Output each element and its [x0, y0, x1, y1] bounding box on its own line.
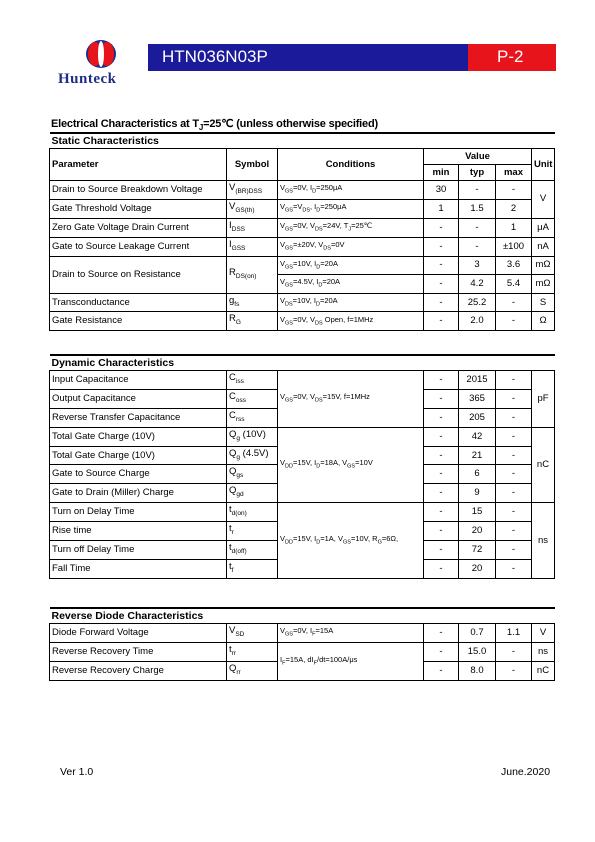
max-cell: 5.4 — [496, 275, 532, 294]
param-cell: Gate Threshold Voltage — [50, 199, 227, 218]
max-cell: - — [496, 312, 532, 331]
table-row — [50, 218, 555, 237]
symbol-cell: $C_{rss}$ — [227, 408, 278, 427]
max-cell: - — [496, 522, 532, 541]
condition-cell: $V_{GS}=0V$, $V_{DS}$ Open, f=1MHz — [278, 312, 424, 331]
param-cell: Reverse Recovery Time — [50, 642, 227, 661]
symbol-cell: $I_{GSS}$ — [227, 237, 278, 256]
col-max: max — [496, 165, 532, 181]
typ-cell: 2015 — [459, 371, 496, 390]
max-cell: - — [496, 389, 532, 408]
typ-cell: 365 — [459, 389, 496, 408]
min-cell: - — [424, 503, 459, 522]
typ-cell: - — [459, 237, 496, 256]
max-cell: 3.6 — [496, 256, 532, 275]
symbol-cell: $Q_{gs}$ — [227, 465, 278, 484]
symbol-cell: $t_{d(on)}$ — [227, 503, 278, 522]
version-label: Ver 1.0 — [60, 766, 94, 778]
param-cell: Fall Time — [50, 559, 227, 578]
param-cell: Diode Forward Voltage — [50, 624, 227, 643]
unit-cell: V — [532, 181, 555, 219]
typ-cell: - — [459, 181, 496, 200]
max-cell: - — [496, 371, 532, 390]
min-cell: - — [424, 559, 459, 578]
symbol-cell: $t_f$ — [227, 559, 278, 578]
symbol-cell: $Q_{rr}$ — [227, 661, 278, 680]
param-cell: Total Gate Charge (10V) — [50, 446, 227, 465]
min-cell: - — [424, 522, 459, 541]
max-cell: - — [496, 503, 532, 522]
min-cell: - — [424, 642, 459, 661]
symbol-cell: $I_{DSS}$ — [227, 218, 278, 237]
typ-cell: 21 — [459, 446, 496, 465]
condition-cell: $V_{GS}=\pm 20V$, $V_{DS}=0V$ — [278, 237, 424, 256]
symbol-cell: $t_{d(off)}$ — [227, 541, 278, 560]
min-cell: - — [424, 427, 459, 446]
min-cell: - — [424, 312, 459, 331]
table-row — [50, 199, 555, 218]
symbol-cell: $Q_{gd}$ — [227, 484, 278, 503]
table-row — [50, 181, 555, 200]
max-cell: ±100 — [496, 237, 532, 256]
param-cell: Reverse Recovery Charge — [50, 661, 227, 680]
condition-cell: $V_{DS}=10V$, $I_D=20A$ — [278, 293, 424, 312]
unit-cell: nA — [532, 237, 555, 256]
typ-cell: 20 — [459, 522, 496, 541]
param-cell: Gate to Source Charge — [50, 465, 227, 484]
condition-cell: $V_{GS}=0V$, $I_D=250\mu A$ — [278, 181, 424, 200]
max-cell: - — [496, 293, 532, 312]
typ-cell: 42 — [459, 427, 496, 446]
min-cell: - — [424, 256, 459, 275]
typ-cell: 205 — [459, 408, 496, 427]
max-cell: - — [496, 541, 532, 560]
typ-cell: 25.2 — [459, 293, 496, 312]
param-cell: Reverse Transfer Capacitance — [50, 408, 227, 427]
table-row — [50, 256, 555, 275]
condition-cell: $V_{GS}=V_{DS}$, $I_D=250\mu A$ — [278, 199, 424, 218]
table-row — [50, 237, 555, 256]
col-conditions: Conditions — [278, 149, 424, 181]
symbol-cell: $R_G$ — [227, 312, 278, 331]
typ-cell: 72 — [459, 541, 496, 560]
symbol-cell: $C_{iss}$ — [227, 371, 278, 390]
param-cell: Zero Gate Voltage Drain Current — [50, 218, 227, 237]
col-symbol: Symbol — [227, 149, 278, 181]
min-cell: - — [424, 389, 459, 408]
unit-cell: μA — [532, 218, 555, 237]
unit-cell: Ω — [532, 312, 555, 331]
condition-cell: $V_{DD}=15V$, $I_D=18A$, $V_{GS}=10V$ — [278, 427, 424, 503]
param-cell: Output Capacitance — [50, 389, 227, 408]
unit-cell: ns — [532, 503, 555, 579]
max-cell: - — [496, 181, 532, 200]
condition-cell: $V_{GS}=10V$, $I_D=20A$ — [278, 256, 424, 275]
typ-cell: 8.0 — [459, 661, 496, 680]
condition-cell: $V_{GS}=0V$, $I_F=15A$ — [278, 624, 424, 643]
col-typ: typ — [459, 165, 496, 181]
min-cell: - — [424, 661, 459, 680]
symbol-cell: $V_{GS(th)}$ — [227, 199, 278, 218]
table-row — [50, 427, 555, 446]
date-label: June.2020 — [501, 766, 551, 778]
dynamic-title: Dynamic Characteristics — [50, 355, 555, 371]
unit-cell: V — [532, 624, 555, 643]
typ-cell: 1.5 — [459, 199, 496, 218]
max-cell: - — [496, 427, 532, 446]
param-cell: Gate Resistance — [50, 312, 227, 331]
min-cell: - — [424, 541, 459, 560]
max-cell: 2 — [496, 199, 532, 218]
typ-cell: 6 — [459, 465, 496, 484]
max-cell: 1.1 — [496, 624, 532, 643]
param-cell: Gate to Source Leakage Current — [50, 237, 227, 256]
symbol-cell: $t_r$ — [227, 522, 278, 541]
page-number: P-2 — [497, 47, 524, 66]
unit-cell: mΩ — [532, 275, 555, 294]
max-cell: - — [496, 484, 532, 503]
symbol-cell: $Q_g$ (4.5V) — [227, 446, 278, 465]
symbol-cell: $R_{DS(on)}$ — [227, 256, 278, 293]
col-value: Value — [424, 149, 532, 165]
param-cell: Transconductance — [50, 293, 227, 312]
param-cell: Turn on Delay Time — [50, 503, 227, 522]
unit-cell: nC — [532, 661, 555, 680]
col-min: min — [424, 165, 459, 181]
param-cell: Total Gate Charge (10V) — [50, 427, 227, 446]
col-unit: Unit — [532, 149, 555, 181]
max-cell: - — [496, 559, 532, 578]
symbol-cell: $Q_g$ (10V) — [227, 427, 278, 446]
max-cell: - — [496, 446, 532, 465]
logo-text: Hunteck — [58, 71, 117, 87]
max-cell: - — [496, 661, 532, 680]
typ-cell: 15 — [459, 503, 496, 522]
symbol-cell: $t_{rr}$ — [227, 642, 278, 661]
min-cell: - — [424, 275, 459, 294]
min-cell: - — [424, 446, 459, 465]
symbol-cell: $C_{oss}$ — [227, 389, 278, 408]
symbol-cell: $V_{(BR)DSS}$ — [227, 181, 278, 200]
table-row — [50, 624, 555, 643]
typ-cell: 0.7 — [459, 624, 496, 643]
typ-cell: 2.0 — [459, 312, 496, 331]
max-cell: 1 — [496, 218, 532, 237]
unit-cell: nC — [532, 427, 555, 503]
static-characteristics-table — [49, 132, 555, 331]
table-row — [50, 293, 555, 312]
typ-cell: 4.2 — [459, 275, 496, 294]
symbol-cell: $V_{SD}$ — [227, 624, 278, 643]
min-cell: 30 — [424, 181, 459, 200]
typ-cell: 20 — [459, 559, 496, 578]
param-cell: Rise time — [50, 522, 227, 541]
min-cell: - — [424, 624, 459, 643]
min-cell: - — [424, 484, 459, 503]
max-cell: - — [496, 642, 532, 661]
param-cell: Gate to Drain (Miller) Charge — [50, 484, 227, 503]
condition-cell: $V_{GS}=0V$, $V_{DS}=15V$, f=1MHz — [278, 371, 424, 428]
diode-title: Reverse Diode Characteristics — [50, 608, 555, 624]
table-row — [50, 642, 555, 661]
min-cell: - — [424, 408, 459, 427]
max-cell: - — [496, 465, 532, 484]
min-cell: - — [424, 371, 459, 390]
min-cell: - — [424, 237, 459, 256]
typ-cell: 3 — [459, 256, 496, 275]
min-cell: 1 — [424, 199, 459, 218]
table-row — [50, 312, 555, 331]
condition-cell: $I_F=15A$, $dI_F/dt=100A/\mu s$ — [278, 642, 424, 680]
param-cell: Turn off Delay Time — [50, 541, 227, 560]
min-cell: - — [424, 293, 459, 312]
static-title: Static Characteristics — [50, 133, 555, 149]
table-row — [50, 371, 555, 390]
condition-cell: $V_{DD}=15V$, $I_D=1A$, $V_{GS}=10V$, $R_G=6\Omega$, — [278, 503, 424, 579]
part-number: HTN036N03P — [162, 47, 268, 66]
typ-cell: - — [459, 218, 496, 237]
unit-cell: pF — [532, 371, 555, 428]
param-cell: Drain to Source on Resistance — [50, 256, 227, 293]
min-cell: - — [424, 218, 459, 237]
unit-cell: mΩ — [532, 256, 555, 275]
section-title: Electrical Characteristics at $T_J=25℃$ (unless otherwise specified) — [51, 118, 378, 133]
unit-cell: S — [532, 293, 555, 312]
param-cell: Input Capacitance — [50, 371, 227, 390]
col-parameter: Parameter — [50, 149, 227, 181]
symbol-cell: $g_{fs}$ — [227, 293, 278, 312]
param-cell: Drain to Source Breakdown Voltage — [50, 181, 227, 200]
table-row — [50, 503, 555, 522]
reverse-diode-table — [49, 607, 555, 681]
typ-cell: 9 — [459, 484, 496, 503]
min-cell: - — [424, 465, 459, 484]
dynamic-characteristics-table — [49, 354, 555, 579]
unit-cell: ns — [532, 642, 555, 661]
max-cell: - — [496, 408, 532, 427]
condition-cell: $V_{GS}=0V$, $V_{DS}=24V$, $T_J=25℃$ — [278, 218, 424, 237]
condition-cell: $V_{GS}=4.5V$, $I_D=20A$ — [278, 275, 424, 294]
typ-cell: 15.0 — [459, 642, 496, 661]
